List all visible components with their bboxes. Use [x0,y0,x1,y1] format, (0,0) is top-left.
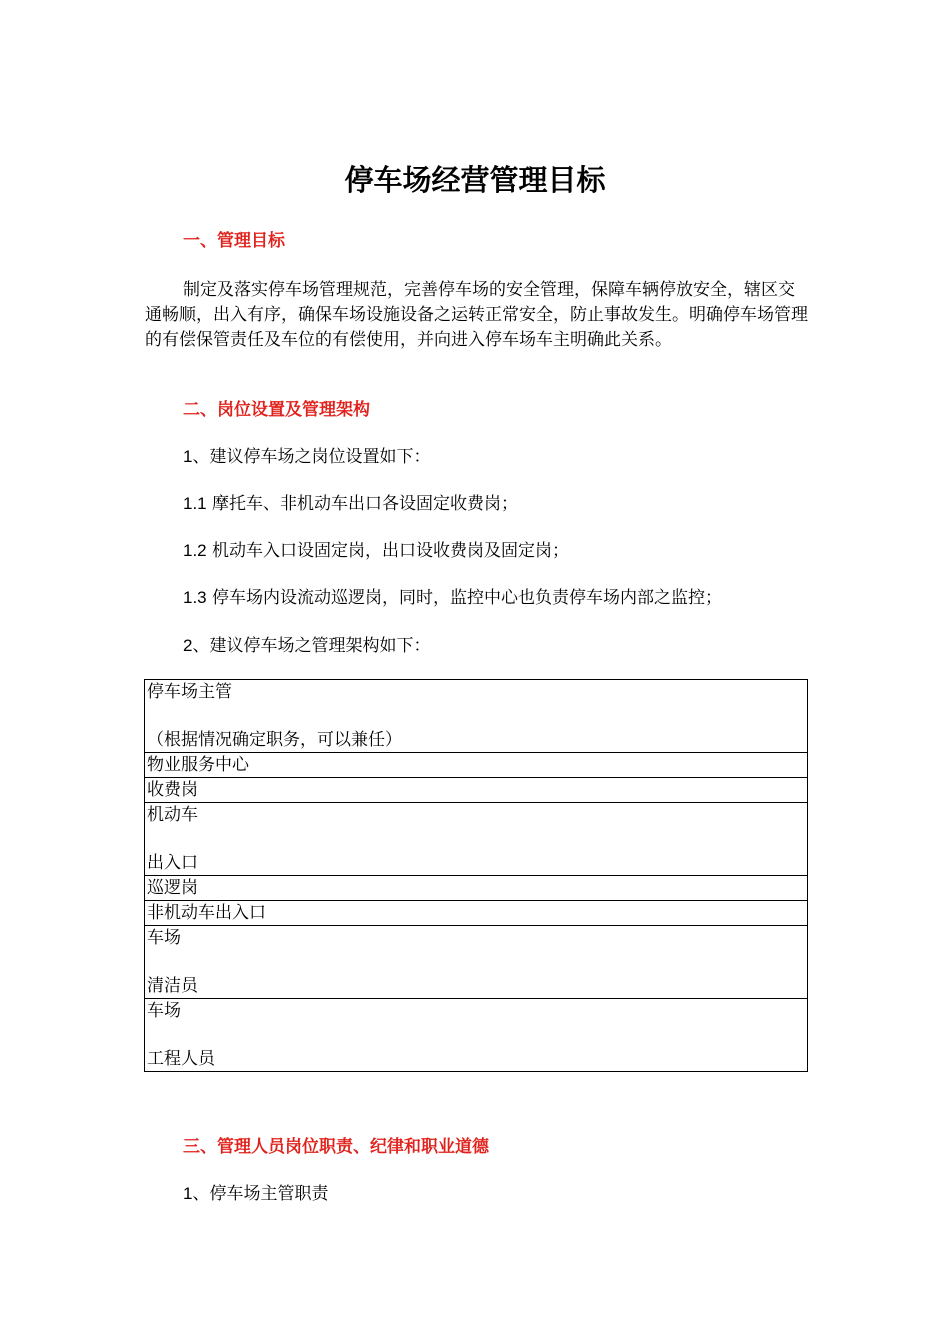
item-number: 1 [183,447,193,466]
table-cell [145,876,808,901]
table-row [145,876,808,901]
list-item [183,634,430,658]
list-item [183,492,518,516]
section-heading-management-goals: 一、管理目标 [183,231,285,251]
item-text: 摩托车、非机动车出口各设固定收费岗； [206,494,519,514]
cell-line: （根据情况确定职务，可以兼任） [147,730,402,750]
item-text: 、建议停车场之管理架构如下： [192,636,431,656]
cell-line: 车场 [147,1001,181,1021]
table-row [145,803,808,876]
cell-line: 物业服务中心 [147,755,249,775]
item-number: 1.3 [183,588,207,607]
table-cell [145,680,808,753]
table-row [145,778,808,803]
list-item [183,539,569,563]
table-row [145,901,808,926]
table-row [145,753,808,778]
cell-line: 清洁员 [147,976,198,996]
cell-line: 巡逻岗 [147,878,198,898]
table-cell [145,999,808,1072]
section-heading-duties-discipline: 三、管理人员岗位职责、纪律和职业道德 [183,1137,489,1157]
item-number: 1.2 [183,541,207,560]
list-item [183,586,722,610]
cell-line: 工程人员 [147,1049,215,1069]
cell-line: 出入口 [147,853,198,873]
cell-line: 停车场主管 [147,682,232,702]
item-number: 2 [183,636,193,655]
section-heading-post-structure: 二、岗位设置及管理架构 [183,400,370,420]
table-cell [145,778,808,803]
org-structure-table [144,679,808,1072]
list-item [183,1182,328,1206]
table-row [145,999,808,1072]
table-cell [145,901,808,926]
item-number: 1 [183,1184,193,1203]
page-title: 停车场经营管理目标 [344,163,606,197]
cell-line: 车场 [147,928,181,948]
management-goals-paragraph: 制定及落实停车场管理规范，完善停车场的安全管理，保障车辆停放安全，辖区交通畅顺，出入有序，确保车场设施设备之运转正常安全，防止事故发生。明确停车场管理的有偿保管责任及车位的有偿使用，并向进入停车场车主明确此关系。 [145,280,808,350]
table-cell [145,803,808,876]
table-cell [145,753,808,778]
item-text: 停车场内设流动巡逻岗，同时，监控中心也负责停车场内部之监控； [206,588,723,608]
cell-line: 收费岗 [147,780,198,800]
cell-line: 非机动车出入口 [147,903,266,923]
item-number: 1.1 [183,494,207,513]
item-text: 机动车入口设固定岗，出口设收费岗及固定岗； [206,541,570,561]
table-cell [145,926,808,999]
list-item [183,445,430,469]
table-row [145,926,808,999]
item-text: 、停车场主管职责 [192,1184,329,1204]
table-row [145,680,808,753]
item-text: 、建议停车场之岗位设置如下： [192,447,431,467]
cell-line: 机动车 [147,805,198,825]
